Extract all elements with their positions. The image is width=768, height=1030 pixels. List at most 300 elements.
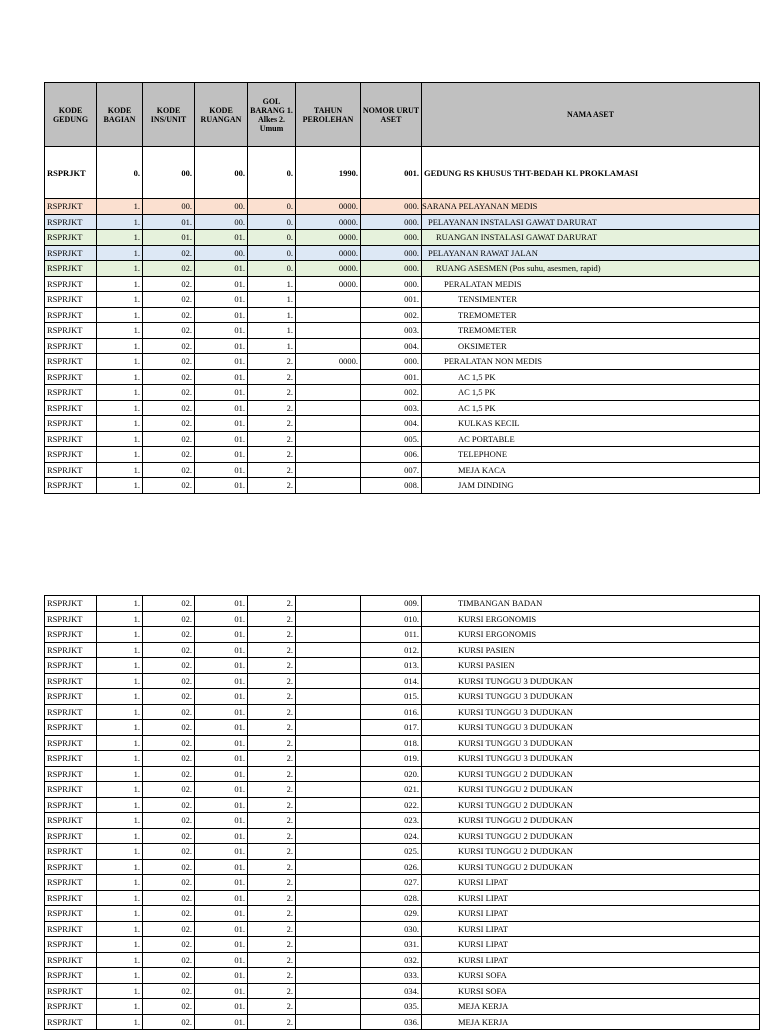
cell-ins: 02. bbox=[143, 292, 195, 308]
summary-nama: GEDUNG RS KHUSUS THT-BEDAH KL PROKLAMASI bbox=[422, 147, 760, 199]
cell-ruangan: 01. bbox=[195, 400, 248, 416]
cell-ruangan: 01. bbox=[195, 906, 248, 922]
cell-nama: KURSI TUNGGU 3 DUDUKAN bbox=[422, 720, 760, 736]
cell-nama: SARANA PELAYANAN MEDIS bbox=[422, 199, 760, 215]
cell-nama: TREMOMETER bbox=[422, 307, 760, 323]
cell-ruangan: 01. bbox=[195, 323, 248, 339]
cell-nama: KURSI TUNGGU 2 DUDUKAN bbox=[422, 859, 760, 875]
cell-nomor: 002. bbox=[361, 385, 422, 401]
col-header-kode-gedung: KODE GEDUNG bbox=[45, 83, 97, 147]
cell-ins: 02. bbox=[143, 689, 195, 705]
cell-gol: 2. bbox=[248, 478, 296, 494]
cell-nama: PELAYANAN INSTALASI GAWAT DARURAT bbox=[422, 214, 760, 230]
cell-nama: KURSI TUNGGU 3 DUDUKAN bbox=[422, 751, 760, 767]
table-row bbox=[45, 478, 760, 494]
cell-nama: KURSI SOFA bbox=[422, 983, 760, 999]
summary-tahun: 1990. bbox=[296, 147, 361, 199]
cell-bagian: 1. bbox=[97, 369, 143, 385]
cell-bagian: 1. bbox=[97, 859, 143, 875]
cell-nama: KURSI ERGONOMIS bbox=[422, 627, 760, 643]
cell-nomor: 035. bbox=[361, 999, 422, 1015]
cell-tahun bbox=[296, 844, 361, 860]
cell-gol: 2. bbox=[248, 354, 296, 370]
asset-table-page-2 bbox=[44, 595, 760, 1030]
cell-gedung: RSPRJKT bbox=[45, 890, 97, 906]
cell-nama: PELAYANAN RAWAT JALAN bbox=[422, 245, 760, 261]
summary-gol: 0. bbox=[248, 147, 296, 199]
cell-tahun bbox=[296, 689, 361, 705]
cell-nomor: 007. bbox=[361, 462, 422, 478]
cell-nomor: 016. bbox=[361, 704, 422, 720]
cell-bagian: 1. bbox=[97, 968, 143, 984]
cell-nama: KURSI LIPAT bbox=[422, 875, 760, 891]
table-row bbox=[45, 385, 760, 401]
cell-tahun bbox=[296, 720, 361, 736]
summary-row bbox=[45, 147, 760, 199]
cell-ins: 02. bbox=[143, 983, 195, 999]
cell-bagian: 1. bbox=[97, 416, 143, 432]
cell-nomor: 027. bbox=[361, 875, 422, 891]
cell-tahun bbox=[296, 875, 361, 891]
cell-bagian: 1. bbox=[97, 431, 143, 447]
cell-tahun bbox=[296, 828, 361, 844]
cell-ins: 02. bbox=[143, 431, 195, 447]
summary-bagian: 0. bbox=[97, 147, 143, 199]
cell-gedung: RSPRJKT bbox=[45, 416, 97, 432]
cell-nama: PERALATAN MEDIS bbox=[422, 276, 760, 292]
cell-tahun bbox=[296, 431, 361, 447]
cell-ins: 02. bbox=[143, 937, 195, 953]
cell-gedung: RSPRJKT bbox=[45, 230, 97, 246]
cell-gol: 2. bbox=[248, 937, 296, 953]
cell-tahun bbox=[296, 797, 361, 813]
cell-ins: 02. bbox=[143, 890, 195, 906]
cell-gedung: RSPRJKT bbox=[45, 859, 97, 875]
cell-tahun bbox=[296, 338, 361, 354]
cell-bagian: 1. bbox=[97, 937, 143, 953]
cell-tahun: 0000. bbox=[296, 276, 361, 292]
cell-ruangan: 01. bbox=[195, 447, 248, 463]
table-row bbox=[45, 214, 760, 230]
cell-ruangan: 01. bbox=[195, 292, 248, 308]
cell-nama: KURSI PASIEN bbox=[422, 642, 760, 658]
cell-nama: KURSI TUNGGU 2 DUDUKAN bbox=[422, 782, 760, 798]
table-row bbox=[45, 968, 760, 984]
summary-nomor: 001. bbox=[361, 147, 422, 199]
cell-gol: 2. bbox=[248, 782, 296, 798]
cell-nomor: 030. bbox=[361, 921, 422, 937]
table-row bbox=[45, 323, 760, 339]
cell-nomor: 000. bbox=[361, 276, 422, 292]
cell-gedung: RSPRJKT bbox=[45, 658, 97, 674]
cell-tahun bbox=[296, 906, 361, 922]
cell-bagian: 1. bbox=[97, 400, 143, 416]
cell-nomor: 034. bbox=[361, 983, 422, 999]
cell-nama: MEJA KERJA bbox=[422, 999, 760, 1015]
cell-nomor: 036. bbox=[361, 1014, 422, 1030]
cell-gedung: RSPRJKT bbox=[45, 983, 97, 999]
cell-gol: 2. bbox=[248, 704, 296, 720]
cell-gol: 2. bbox=[248, 859, 296, 875]
cell-ins: 02. bbox=[143, 720, 195, 736]
cell-tahun bbox=[296, 462, 361, 478]
cell-nama: KURSI LIPAT bbox=[422, 921, 760, 937]
cell-gedung: RSPRJKT bbox=[45, 704, 97, 720]
cell-bagian: 1. bbox=[97, 354, 143, 370]
cell-gedung: RSPRJKT bbox=[45, 199, 97, 215]
cell-ins: 02. bbox=[143, 323, 195, 339]
table-row bbox=[45, 462, 760, 478]
cell-tahun: 0000. bbox=[296, 199, 361, 215]
cell-gedung: RSPRJKT bbox=[45, 385, 97, 401]
cell-gol: 1. bbox=[248, 338, 296, 354]
table-row bbox=[45, 844, 760, 860]
cell-gol: 2. bbox=[248, 611, 296, 627]
cell-gol: 2. bbox=[248, 844, 296, 860]
table-row bbox=[45, 416, 760, 432]
cell-ins: 02. bbox=[143, 385, 195, 401]
cell-ins: 02. bbox=[143, 735, 195, 751]
cell-gedung: RSPRJKT bbox=[45, 292, 97, 308]
cell-gol: 2. bbox=[248, 642, 296, 658]
cell-nomor: 025. bbox=[361, 844, 422, 860]
cell-nama: MEJA KACA bbox=[422, 462, 760, 478]
cell-nomor: 003. bbox=[361, 323, 422, 339]
cell-ruangan: 01. bbox=[195, 983, 248, 999]
cell-nama: KURSI TUNGGU 2 DUDUKAN bbox=[422, 766, 760, 782]
cell-nomor: 032. bbox=[361, 952, 422, 968]
cell-nomor: 008. bbox=[361, 478, 422, 494]
cell-nomor: 023. bbox=[361, 813, 422, 829]
cell-gol: 0. bbox=[248, 230, 296, 246]
cell-gedung: RSPRJKT bbox=[45, 431, 97, 447]
cell-ins: 02. bbox=[143, 875, 195, 891]
cell-ruangan: 01. bbox=[195, 782, 248, 798]
cell-nama: RUANG ASESMEN (Pos suhu, asesmen, rapid) bbox=[422, 261, 760, 277]
cell-nama: MEJA KERJA bbox=[422, 1014, 760, 1030]
cell-gol: 2. bbox=[248, 875, 296, 891]
cell-gedung: RSPRJKT bbox=[45, 952, 97, 968]
cell-tahun bbox=[296, 968, 361, 984]
cell-ins: 02. bbox=[143, 261, 195, 277]
table-row bbox=[45, 983, 760, 999]
cell-bagian: 1. bbox=[97, 999, 143, 1015]
cell-nomor: 004. bbox=[361, 338, 422, 354]
table-row bbox=[45, 875, 760, 891]
cell-gedung: RSPRJKT bbox=[45, 937, 97, 953]
cell-bagian: 1. bbox=[97, 983, 143, 999]
cell-ins: 02. bbox=[143, 596, 195, 612]
table-row bbox=[45, 720, 760, 736]
cell-ins: 02. bbox=[143, 447, 195, 463]
cell-ins: 02. bbox=[143, 658, 195, 674]
cell-tahun bbox=[296, 478, 361, 494]
cell-ruangan: 00. bbox=[195, 214, 248, 230]
cell-gedung: RSPRJKT bbox=[45, 689, 97, 705]
cell-bagian: 1. bbox=[97, 875, 143, 891]
cell-gol: 2. bbox=[248, 735, 296, 751]
cell-bagian: 1. bbox=[97, 797, 143, 813]
cell-nomor: 033. bbox=[361, 968, 422, 984]
cell-gol: 2. bbox=[248, 462, 296, 478]
cell-nomor: 005. bbox=[361, 431, 422, 447]
cell-ruangan: 00. bbox=[195, 199, 248, 215]
cell-nama: PERALATAN NON MEDIS bbox=[422, 354, 760, 370]
cell-gol: 0. bbox=[248, 199, 296, 215]
cell-gol: 0. bbox=[248, 261, 296, 277]
cell-nomor: 000. bbox=[361, 354, 422, 370]
cell-nomor: 012. bbox=[361, 642, 422, 658]
cell-gol: 2. bbox=[248, 1014, 296, 1030]
cell-ins: 02. bbox=[143, 307, 195, 323]
cell-gedung: RSPRJKT bbox=[45, 813, 97, 829]
cell-bagian: 1. bbox=[97, 952, 143, 968]
cell-gol: 2. bbox=[248, 658, 296, 674]
cell-ins: 02. bbox=[143, 673, 195, 689]
cell-bagian: 1. bbox=[97, 704, 143, 720]
cell-ins: 02. bbox=[143, 627, 195, 643]
cell-gol: 1. bbox=[248, 323, 296, 339]
cell-nomor: 019. bbox=[361, 751, 422, 767]
cell-ruangan: 01. bbox=[195, 385, 248, 401]
cell-ruangan: 01. bbox=[195, 828, 248, 844]
cell-ruangan: 01. bbox=[195, 766, 248, 782]
cell-nomor: 004. bbox=[361, 416, 422, 432]
cell-tahun bbox=[296, 937, 361, 953]
cell-gol: 2. bbox=[248, 385, 296, 401]
cell-gedung: RSPRJKT bbox=[45, 906, 97, 922]
cell-nomor: 000. bbox=[361, 214, 422, 230]
table-row bbox=[45, 369, 760, 385]
cell-gol: 2. bbox=[248, 968, 296, 984]
cell-bagian: 1. bbox=[97, 307, 143, 323]
cell-ruangan: 01. bbox=[195, 937, 248, 953]
cell-tahun bbox=[296, 890, 361, 906]
cell-nama: KURSI TUNGGU 2 DUDUKAN bbox=[422, 828, 760, 844]
cell-tahun: 0000. bbox=[296, 354, 361, 370]
cell-nama: JAM DINDING bbox=[422, 478, 760, 494]
cell-bagian: 1. bbox=[97, 642, 143, 658]
cell-bagian: 1. bbox=[97, 230, 143, 246]
cell-tahun bbox=[296, 673, 361, 689]
cell-ins: 02. bbox=[143, 906, 195, 922]
cell-tahun bbox=[296, 921, 361, 937]
table-row bbox=[45, 627, 760, 643]
table-row bbox=[45, 937, 760, 953]
cell-nama: AC PORTABLE bbox=[422, 431, 760, 447]
cell-bagian: 1. bbox=[97, 199, 143, 215]
cell-gol: 1. bbox=[248, 292, 296, 308]
cell-ruangan: 01. bbox=[195, 720, 248, 736]
cell-tahun: 0000. bbox=[296, 261, 361, 277]
cell-nomor: 010. bbox=[361, 611, 422, 627]
cell-ruangan: 01. bbox=[195, 338, 248, 354]
cell-gol: 2. bbox=[248, 999, 296, 1015]
cell-bagian: 1. bbox=[97, 627, 143, 643]
cell-tahun bbox=[296, 627, 361, 643]
cell-nama: AC 1,5 PK bbox=[422, 369, 760, 385]
col-header-tahun-perolehan: TAHUN PEROLEHAN bbox=[296, 83, 361, 147]
cell-ins: 02. bbox=[143, 921, 195, 937]
cell-gol: 2. bbox=[248, 596, 296, 612]
cell-bagian: 1. bbox=[97, 276, 143, 292]
cell-nama: KURSI TUNGGU 3 DUDUKAN bbox=[422, 689, 760, 705]
cell-gol: 1. bbox=[248, 276, 296, 292]
cell-gedung: RSPRJKT bbox=[45, 642, 97, 658]
cell-nama: KURSI LIPAT bbox=[422, 952, 760, 968]
cell-gol: 2. bbox=[248, 766, 296, 782]
table-row bbox=[45, 292, 760, 308]
table-row bbox=[45, 704, 760, 720]
table-row bbox=[45, 230, 760, 246]
cell-ruangan: 01. bbox=[195, 968, 248, 984]
summary-gedung: RSPRJKT bbox=[45, 147, 97, 199]
cell-gedung: RSPRJKT bbox=[45, 735, 97, 751]
cell-gedung: RSPRJKT bbox=[45, 844, 97, 860]
cell-bagian: 1. bbox=[97, 478, 143, 494]
cell-gedung: RSPRJKT bbox=[45, 766, 97, 782]
cell-bagian: 1. bbox=[97, 813, 143, 829]
summary-ruangan: 00. bbox=[195, 147, 248, 199]
cell-nomor: 011. bbox=[361, 627, 422, 643]
cell-nama: OKSIMETER bbox=[422, 338, 760, 354]
cell-ruangan: 01. bbox=[195, 642, 248, 658]
cell-bagian: 1. bbox=[97, 1014, 143, 1030]
cell-ins: 02. bbox=[143, 369, 195, 385]
cell-bagian: 1. bbox=[97, 658, 143, 674]
cell-gedung: RSPRJKT bbox=[45, 323, 97, 339]
cell-ins: 02. bbox=[143, 642, 195, 658]
cell-bagian: 1. bbox=[97, 323, 143, 339]
cell-ins: 02. bbox=[143, 1014, 195, 1030]
cell-ins: 02. bbox=[143, 999, 195, 1015]
cell-nomor: 028. bbox=[361, 890, 422, 906]
cell-bagian: 1. bbox=[97, 447, 143, 463]
col-header-kode-ins-unit: KODE INS/UNIT bbox=[143, 83, 195, 147]
cell-gedung: RSPRJKT bbox=[45, 447, 97, 463]
table-row bbox=[45, 766, 760, 782]
table-row bbox=[45, 307, 760, 323]
table-row bbox=[45, 782, 760, 798]
cell-nomor: 013. bbox=[361, 658, 422, 674]
cell-nama: KURSI TUNGGU 2 DUDUKAN bbox=[422, 797, 760, 813]
cell-nomor: 017. bbox=[361, 720, 422, 736]
cell-nama: KURSI LIPAT bbox=[422, 937, 760, 953]
cell-gol: 2. bbox=[248, 431, 296, 447]
table-row bbox=[45, 735, 760, 751]
cell-ruangan: 01. bbox=[195, 689, 248, 705]
cell-nomor: 003. bbox=[361, 400, 422, 416]
cell-ins: 02. bbox=[143, 766, 195, 782]
table-row bbox=[45, 999, 760, 1015]
cell-ruangan: 01. bbox=[195, 369, 248, 385]
cell-ruangan: 01. bbox=[195, 673, 248, 689]
cell-ruangan: 01. bbox=[195, 704, 248, 720]
cell-ruangan: 01. bbox=[195, 999, 248, 1015]
cell-ruangan: 01. bbox=[195, 875, 248, 891]
cell-nama: KURSI PASIEN bbox=[422, 658, 760, 674]
cell-ins: 01. bbox=[143, 230, 195, 246]
cell-gedung: RSPRJKT bbox=[45, 214, 97, 230]
cell-ins: 02. bbox=[143, 952, 195, 968]
cell-gedung: RSPRJKT bbox=[45, 797, 97, 813]
cell-ruangan: 01. bbox=[195, 596, 248, 612]
cell-gol: 2. bbox=[248, 627, 296, 643]
cell-ins: 02. bbox=[143, 751, 195, 767]
cell-ruangan: 01. bbox=[195, 478, 248, 494]
table-row bbox=[45, 751, 760, 767]
table-row bbox=[45, 245, 760, 261]
table-row bbox=[45, 828, 760, 844]
cell-tahun bbox=[296, 751, 361, 767]
cell-ruangan: 01. bbox=[195, 627, 248, 643]
cell-ruangan: 01. bbox=[195, 261, 248, 277]
cell-ins: 02. bbox=[143, 478, 195, 494]
cell-nama: TREMOMETER bbox=[422, 323, 760, 339]
table-row bbox=[45, 642, 760, 658]
table-row bbox=[45, 658, 760, 674]
cell-gedung: RSPRJKT bbox=[45, 611, 97, 627]
cell-gol: 2. bbox=[248, 689, 296, 705]
cell-nama: AC 1,5 PK bbox=[422, 400, 760, 416]
cell-ruangan: 01. bbox=[195, 751, 248, 767]
asset-table-page-1 bbox=[44, 82, 760, 494]
cell-nama: KULKAS KECIL bbox=[422, 416, 760, 432]
table-row bbox=[45, 447, 760, 463]
cell-gol: 2. bbox=[248, 720, 296, 736]
cell-ruangan: 00. bbox=[195, 245, 248, 261]
cell-ruangan: 01. bbox=[195, 431, 248, 447]
cell-gedung: RSPRJKT bbox=[45, 673, 97, 689]
cell-nomor: 026. bbox=[361, 859, 422, 875]
table-row bbox=[45, 921, 760, 937]
cell-tahun bbox=[296, 766, 361, 782]
col-header-gol-barang: GOL BARANG 1. Alkes 2. Umum bbox=[248, 83, 296, 147]
cell-gol: 2. bbox=[248, 813, 296, 829]
cell-tahun bbox=[296, 999, 361, 1015]
cell-gedung: RSPRJKT bbox=[45, 782, 97, 798]
cell-gedung: RSPRJKT bbox=[45, 400, 97, 416]
cell-gol: 2. bbox=[248, 921, 296, 937]
cell-gedung: RSPRJKT bbox=[45, 968, 97, 984]
cell-tahun bbox=[296, 307, 361, 323]
cell-gol: 2. bbox=[248, 447, 296, 463]
col-header-kode-bagian: KODE BAGIAN bbox=[97, 83, 143, 147]
cell-bagian: 1. bbox=[97, 766, 143, 782]
cell-bagian: 1. bbox=[97, 782, 143, 798]
cell-tahun: 0000. bbox=[296, 245, 361, 261]
cell-tahun bbox=[296, 1014, 361, 1030]
cell-nama: KURSI LIPAT bbox=[422, 890, 760, 906]
cell-nama: KURSI TUNGGU 2 DUDUKAN bbox=[422, 813, 760, 829]
cell-tahun bbox=[296, 292, 361, 308]
cell-gol: 2. bbox=[248, 890, 296, 906]
cell-ruangan: 01. bbox=[195, 1014, 248, 1030]
cell-ins: 02. bbox=[143, 828, 195, 844]
cell-gedung: RSPRJKT bbox=[45, 245, 97, 261]
cell-gedung: RSPRJKT bbox=[45, 875, 97, 891]
cell-gedung: RSPRJKT bbox=[45, 828, 97, 844]
cell-tahun bbox=[296, 447, 361, 463]
col-header-kode-ruangan: KODE RUANGAN bbox=[195, 83, 248, 147]
cell-nomor: 029. bbox=[361, 906, 422, 922]
cell-tahun bbox=[296, 735, 361, 751]
cell-nomor: 001. bbox=[361, 369, 422, 385]
cell-gol: 1. bbox=[248, 307, 296, 323]
cell-ins: 02. bbox=[143, 245, 195, 261]
cell-tahun bbox=[296, 642, 361, 658]
table-row bbox=[45, 689, 760, 705]
